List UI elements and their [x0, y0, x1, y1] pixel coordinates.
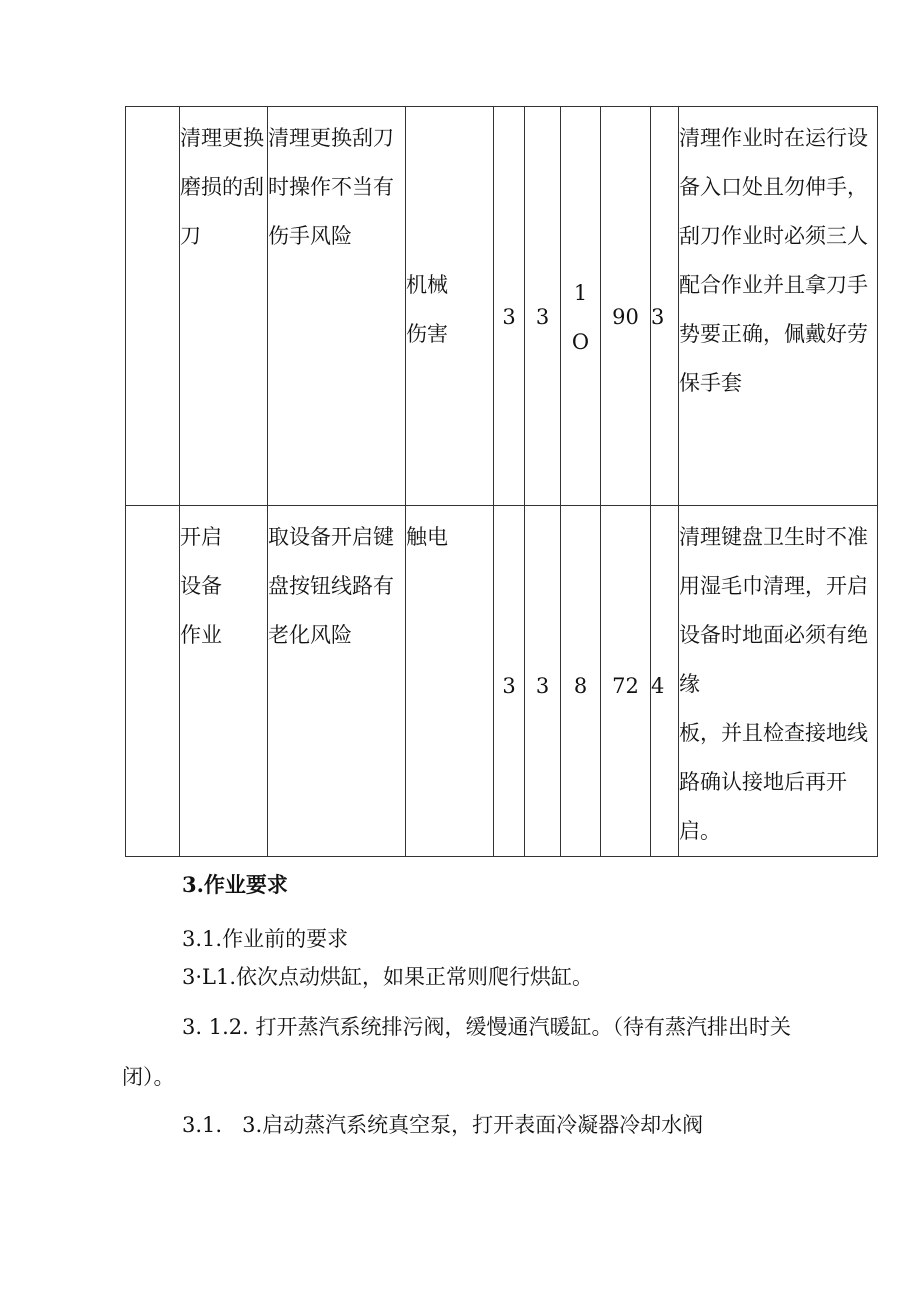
- table-cell-level: 4: [651, 506, 679, 857]
- table-cell-c: 1 O: [561, 107, 601, 506]
- table-row: [126, 107, 878, 506]
- risk-assessment-table: [125, 106, 878, 857]
- table-cell-c: 8: [561, 506, 601, 857]
- step-item-1: 3·L1.依次点动烘缸，如果正常则爬行烘缸。: [182, 965, 594, 989]
- table-cell-step: 开启 设备 作业: [180, 506, 268, 857]
- table-cell-e: 3: [525, 506, 561, 857]
- table-cell-blank: [126, 107, 180, 506]
- table-row: [126, 506, 878, 857]
- table-cell-hazard: 清理更换刮刀时操作不当有伤手风险: [268, 107, 406, 506]
- section-heading: 3.作业要求: [182, 872, 288, 897]
- table-cell-step: 清理更换磨损的刮刀: [180, 107, 268, 506]
- table-cell-blank: [126, 506, 180, 857]
- table-cell-l: 3: [494, 107, 525, 506]
- table-cell-d: 90: [601, 107, 651, 506]
- subsection-heading: 3.1.作业前的要求: [182, 927, 349, 951]
- step-item-2: 3. 1.2. 打开蒸汽系统排污阀，缓慢通汽暖缸。（待有蒸汽排出时关: [182, 1015, 791, 1039]
- table-cell-hazard: 取设备开启键盘按钮线路有老化风险: [268, 506, 406, 857]
- step-item-2-continued: 闭）。: [122, 1065, 175, 1089]
- table-cell-type: 机械伤害: [406, 107, 494, 506]
- table-cell-l: 3: [494, 506, 525, 857]
- table-cell-measure: 清理键盘卫生时不准用湿毛巾清理，开启设备时地面必须有绝缘 板，并且检查接地线路确认接地后再开启。: [679, 506, 878, 857]
- table-cell-type: 触电: [406, 506, 494, 857]
- table-cell-level: 3: [651, 107, 679, 506]
- table-cell-d: 72: [601, 506, 651, 857]
- table-cell-e: 3: [525, 107, 561, 506]
- step-item-3: 3.1. 3.启动蒸汽系统真空泵，打开表面冷凝器冷却水阀: [182, 1113, 704, 1137]
- table-cell-measure: 清理作业时在运行设备入口处且勿伸手，刮刀作业时必须三人配合作业并且拿刀手势要正确，佩戴好劳保手套: [679, 107, 878, 506]
